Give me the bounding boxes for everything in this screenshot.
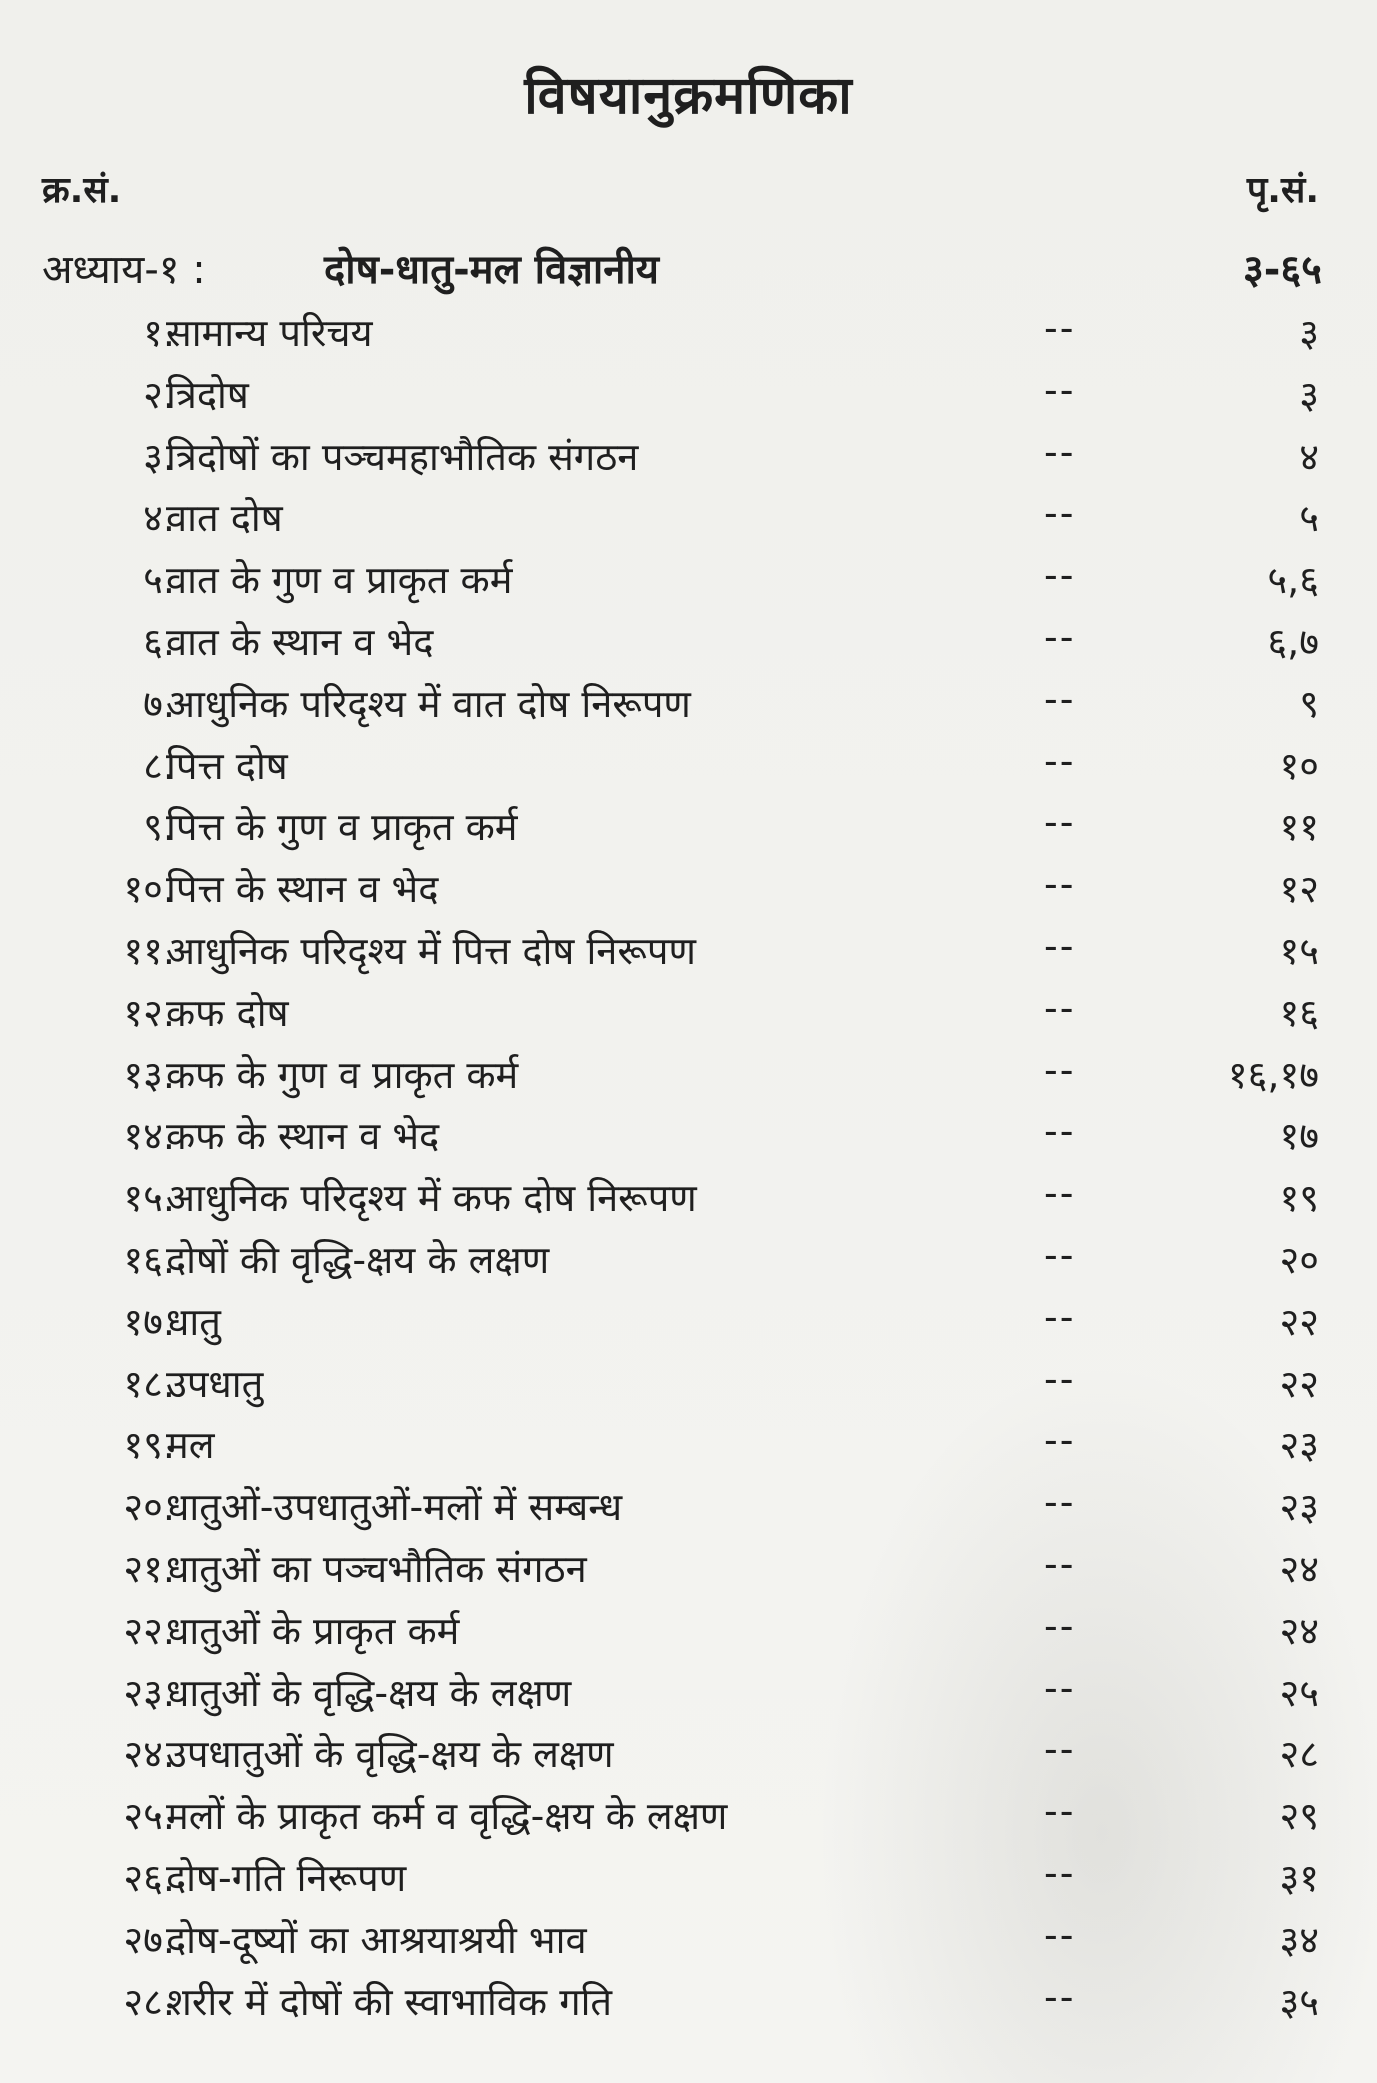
entry-page: २३ (1279, 1485, 1319, 1530)
list-item (0, 980, 1377, 1042)
entry-title: दोष-दूष्यों का आश्रयाश्रयी भाव (166, 1917, 587, 1962)
entry-number: १९. (123, 1423, 175, 1468)
entry-page: १५ (1279, 928, 1319, 973)
entry-title: मल (166, 1423, 215, 1468)
entry-page: १६,१७ (1227, 1052, 1319, 1097)
entry-title: वात दोष (166, 496, 283, 541)
entry-separator: -- (1044, 367, 1076, 412)
list-item (0, 1412, 1377, 1474)
entry-number: ६. (143, 619, 175, 664)
entry-separator: -- (1044, 614, 1076, 659)
entry-separator: -- (1044, 1789, 1076, 1834)
entry-separator: -- (1044, 1912, 1076, 1957)
entry-separator: -- (1044, 553, 1076, 598)
entry-page: २८ (1279, 1732, 1319, 1777)
entry-separator: -- (1044, 306, 1076, 350)
entry-number: २०. (123, 1485, 175, 1530)
entry-number: २६. (123, 1855, 175, 1900)
list-item (0, 424, 1377, 486)
entry-page: ११ (1279, 805, 1319, 850)
chapter-heading (42, 240, 1322, 300)
list-item (0, 1845, 1377, 1907)
entry-page: २४ (1279, 1608, 1319, 1653)
entry-page: २९ (1279, 1794, 1319, 1839)
list-item (0, 856, 1377, 918)
entry-title: कफ के गुण व प्राकृत कर्म (166, 1052, 519, 1097)
list-item (0, 794, 1377, 856)
entry-title: मलों के प्राकृत कर्म व वृद्धि-क्षय के लक्षण (166, 1794, 728, 1839)
list-item (0, 1474, 1377, 1536)
entry-number: १३. (123, 1052, 175, 1097)
entry-title: धातु (166, 1299, 221, 1344)
entry-number: २५. (123, 1794, 175, 1839)
entry-separator: -- (1044, 1418, 1076, 1463)
entry-title: धातुओं का पञ्चभौतिक संगठन (166, 1546, 587, 1591)
entry-page: ५ (1299, 496, 1319, 541)
entry-page: ५,६ (1267, 558, 1319, 603)
entry-number: २४. (123, 1732, 175, 1777)
entry-title: सामान्य परिचय (166, 311, 373, 355)
entry-page: ९ (1299, 681, 1319, 726)
entry-number: १८. (123, 1361, 175, 1406)
entry-separator: -- (1044, 676, 1076, 721)
entry-title: धातुओं-उपधातुओं-मलों में सम्बन्ध (166, 1485, 623, 1530)
list-item (0, 1598, 1377, 1660)
entry-page: ३ (1299, 311, 1319, 355)
entry-separator: -- (1044, 1541, 1076, 1586)
entry-separator: -- (1044, 738, 1076, 783)
entry-number: ४. (143, 496, 175, 541)
serial-number-header: क्र.सं. (42, 170, 122, 211)
entry-page: १९ (1279, 1176, 1319, 1221)
list-item (0, 733, 1377, 795)
entry-separator: -- (1044, 862, 1076, 907)
list-item (0, 1907, 1377, 1969)
list-item (0, 485, 1377, 547)
entry-title: आधुनिक परिदृश्य में वात दोष निरूपण (166, 681, 691, 726)
entry-number: २२. (123, 1608, 175, 1653)
entry-number: २८. (123, 1979, 175, 2024)
entry-separator: -- (1044, 1665, 1076, 1710)
entry-number: ५. (143, 558, 175, 603)
entry-title: कफ के स्थान व भेद (166, 1114, 440, 1159)
list-item (0, 609, 1377, 671)
list-item (0, 918, 1377, 980)
entry-separator: -- (1044, 1171, 1076, 1216)
entry-number: १२. (123, 990, 175, 1035)
entry-separator: -- (1044, 985, 1076, 1030)
entry-separator: -- (1044, 1974, 1076, 2019)
list-item (0, 1783, 1377, 1845)
entry-separator: -- (1044, 1850, 1076, 1895)
entry-separator: -- (1044, 491, 1076, 536)
entry-page: २२ (1279, 1361, 1319, 1406)
entry-number: २. (143, 372, 175, 417)
entry-number: १४. (123, 1114, 175, 1159)
entry-separator: -- (1044, 800, 1076, 845)
entry-title: धातुओं के वृद्धि-क्षय के लक्षण (166, 1670, 572, 1715)
entry-separator: -- (1044, 1232, 1076, 1277)
list-item (0, 1227, 1377, 1289)
entry-number: २३. (123, 1670, 175, 1715)
entry-number: २१. (123, 1546, 175, 1591)
entry-separator: -- (1044, 429, 1076, 474)
entry-number: ९. (143, 805, 175, 850)
entry-title: त्रिदोष (166, 372, 249, 417)
entry-page: २५ (1279, 1670, 1319, 1715)
list-item (0, 1289, 1377, 1351)
entry-page: २० (1279, 1237, 1319, 1282)
entry-page: २४ (1279, 1546, 1319, 1591)
entry-page: ३५ (1279, 1979, 1319, 2024)
entry-page: २३ (1279, 1423, 1319, 1468)
entry-title: शरीर में दोषों की स्वाभाविक गति (166, 1979, 613, 2024)
entry-page: ६,७ (1267, 619, 1319, 664)
list-item (0, 671, 1377, 733)
list-item (0, 362, 1377, 424)
entry-separator: -- (1044, 1109, 1076, 1154)
chapter-label: अध्याय-१ : (42, 247, 206, 293)
entry-title: वात के स्थान व भेद (166, 619, 434, 664)
entry-title: पित्त के गुण व प्राकृत कर्म (166, 805, 518, 850)
entry-title: उपधातुओं के वृद्धि-क्षय के लक्षण (166, 1732, 614, 1777)
entry-number: १०. (123, 867, 175, 912)
list-item (0, 300, 1377, 362)
page-number-header: पृ.सं. (1246, 170, 1319, 211)
entry-separator: -- (1044, 923, 1076, 968)
entry-separator: -- (1044, 1603, 1076, 1648)
entry-title: आधुनिक परिदृश्य में पित्त दोष निरूपण (166, 928, 696, 973)
list-item (0, 1721, 1377, 1783)
chapter-page-range: ३-६५ (1242, 247, 1322, 293)
entry-title: आधुनिक परिदृश्य में कफ दोष निरूपण (166, 1176, 697, 1221)
list-item (0, 1660, 1377, 1722)
entry-number: २७. (123, 1917, 175, 1962)
entry-title: धातुओं के प्राकृत कर्म (166, 1608, 460, 1653)
entry-page: ३४ (1279, 1917, 1319, 1962)
list-item (0, 1536, 1377, 1598)
list-item (0, 547, 1377, 609)
entry-title: कफ दोष (166, 990, 289, 1035)
entry-number: ८. (143, 743, 175, 788)
entry-separator: -- (1044, 1047, 1076, 1092)
entry-number: ३. (143, 434, 175, 479)
entry-number: १. (143, 311, 175, 355)
contents-list (0, 300, 1377, 2030)
entry-number: ७. (143, 681, 175, 726)
entry-page: १० (1279, 743, 1319, 788)
entry-page: १७ (1279, 1114, 1319, 1159)
entry-title: दोषों की वृद्धि-क्षय के लक्षण (166, 1237, 550, 1282)
list-item (0, 1165, 1377, 1227)
list-item (0, 1103, 1377, 1165)
entry-page: ४ (1299, 434, 1319, 479)
entry-title: पित्त दोष (166, 743, 288, 788)
chapter-title: दोष-धातु-मल विज्ञानीय (324, 247, 660, 293)
list-item (0, 1969, 1377, 2031)
page-title: विषयानुक्रमणिका (524, 66, 853, 126)
entry-title: पित्त के स्थान व भेद (166, 867, 439, 912)
entry-separator: -- (1044, 1294, 1076, 1339)
entry-number: १५. (123, 1176, 175, 1221)
entry-title: त्रिदोषों का पञ्चमहाभौतिक संगठन (166, 434, 639, 479)
entry-number: १७. (123, 1299, 175, 1344)
entry-title: दोष-गति निरूपण (166, 1855, 407, 1900)
entry-separator: -- (1044, 1727, 1076, 1772)
list-item (0, 1351, 1377, 1413)
entry-number: ११. (123, 928, 175, 973)
entry-page: १६ (1279, 990, 1319, 1035)
entry-page: २२ (1279, 1299, 1319, 1344)
list-item (0, 1042, 1377, 1104)
entry-separator: -- (1044, 1480, 1076, 1525)
entry-page: ३ (1299, 372, 1319, 417)
entry-page: १२ (1279, 867, 1319, 912)
entry-number: १६. (123, 1237, 175, 1282)
entry-title: वात के गुण व प्राकृत कर्म (166, 558, 513, 603)
entry-separator: -- (1044, 1356, 1076, 1401)
entry-title: उपधातु (166, 1361, 264, 1406)
entry-page: ३१ (1279, 1855, 1319, 1900)
